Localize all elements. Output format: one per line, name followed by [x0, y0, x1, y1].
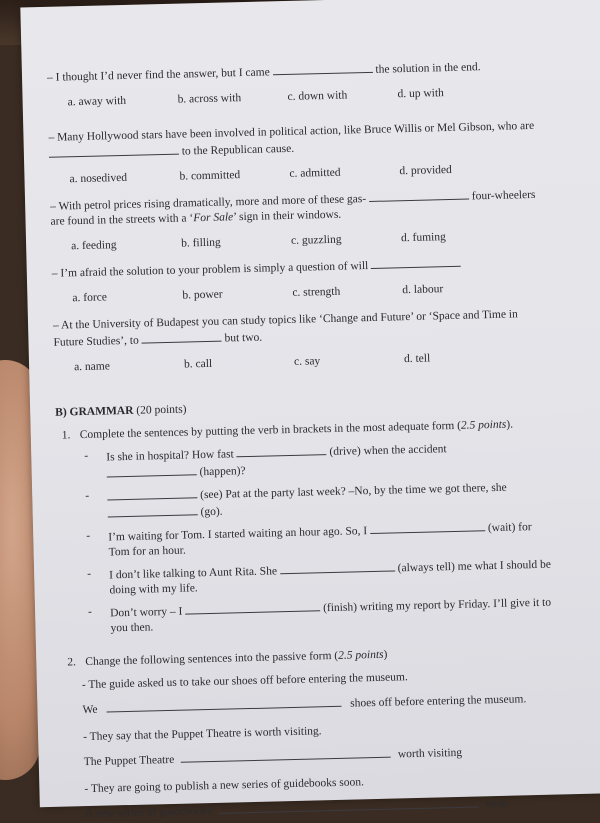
- grammar-points: (20 points): [136, 403, 187, 417]
- task-1-item-1: [76, 438, 552, 484]
- q1-blank[interactable]: [272, 61, 372, 75]
- task-1-item-5: [80, 594, 556, 638]
- q3-blank[interactable]: [369, 188, 469, 202]
- passive-prompt-2: - They say that the Puppet Theatre is worth visiting.: [83, 725, 322, 744]
- q2-option-a[interactable]: a. nosedived: [69, 171, 128, 186]
- q2-options: [69, 161, 544, 188]
- passive-answer-2-blank[interactable]: [181, 746, 391, 763]
- q5-options: [74, 349, 549, 376]
- q1-option-d[interactable]: d. up with: [397, 87, 445, 101]
- task-1-instruction-a: Complete the sentences by putting the verb in brackets in the most adequate form (: [79, 419, 462, 442]
- item-1-text-b: (drive) when the accident: [329, 443, 447, 459]
- question-2: [48, 119, 544, 163]
- item-5-blank[interactable]: [185, 599, 320, 614]
- q1-option-b[interactable]: b. across with: [177, 92, 242, 106]
- item-4-text-b: (always tell) me what I should be doing with my life.: [109, 558, 552, 597]
- task-2-instruction: [85, 644, 556, 671]
- q3-text-a: – With petrol prices rising dramatically, more and more of these gas-: [50, 193, 367, 213]
- passive-answer-1-blank[interactable]: [106, 695, 341, 713]
- item-2-blank-1[interactable]: [107, 486, 197, 500]
- q2-option-c[interactable]: c. admitted: [289, 166, 341, 180]
- q2-option-b[interactable]: b. committed: [179, 169, 241, 183]
- q5-option-c[interactable]: c. say: [293, 355, 321, 368]
- q5-option-a[interactable]: a. name: [73, 360, 111, 374]
- q5-option-b[interactable]: b. call: [183, 357, 213, 371]
- task-2-instruction-b: ): [383, 648, 388, 661]
- passive-answer-3-blank[interactable]: [219, 795, 479, 813]
- item-5-text-a: Don’t worry – I: [110, 605, 183, 620]
- item-dash: -: [86, 529, 91, 542]
- item-dash: -: [84, 449, 89, 463]
- passive-answer-3: [85, 794, 560, 823]
- q2-text-a: – Many Hollywood stars have been involved in political action, like Bruce Willis or Mel Gibson, who are: [48, 119, 535, 144]
- q4-text-a: – I’m afraid the solution to your problem is simply a question of will: [51, 260, 369, 280]
- question-3: [50, 186, 546, 230]
- item-3-blank[interactable]: [370, 519, 485, 534]
- q1-text-a: – I thought I’d never find the answer, but I came: [46, 66, 270, 84]
- q1-text-b: the solution in the end.: [375, 61, 481, 76]
- q4-blank[interactable]: [371, 255, 461, 269]
- item-dash: -: [87, 567, 92, 580]
- passive-prompt-3: - They are going to publish a new series of guidebooks soon.: [84, 776, 365, 796]
- task-2-number: 2.: [67, 656, 77, 669]
- item-2-text-b: (see) Pat at the party last week? –No, by the time we got there, she: [200, 481, 507, 502]
- passive-answer-3-end: soon.: [485, 797, 511, 811]
- item-4-text-a: I don’t like talking to Aunt Rita. She: [109, 565, 278, 582]
- q5-text-b: but two.: [224, 331, 263, 345]
- task-1-items: [76, 438, 555, 638]
- passive-answer-1-start: We: [82, 703, 98, 717]
- grammar-heading: [55, 394, 550, 421]
- task-2-item-1: [82, 667, 558, 719]
- item-dash: -: [87, 605, 93, 618]
- q4-option-d[interactable]: d. labour: [402, 283, 444, 297]
- item-2-text-c: (go).: [200, 505, 223, 519]
- q3-option-c[interactable]: c. guzzling: [290, 233, 342, 247]
- item-1-text-c: (happen)?: [199, 465, 246, 479]
- task-1-instruction-b: ).: [506, 418, 514, 431]
- q4-option-c[interactable]: c. strength: [292, 285, 341, 299]
- q3-options: [71, 228, 546, 255]
- q2-blank[interactable]: [49, 143, 179, 158]
- q3-option-a[interactable]: a. feeding: [71, 239, 117, 253]
- item-3-text-a: I’m waiting for Tom. I started waiting an hour ago. So, I: [108, 525, 368, 544]
- task-1-item-2: [77, 478, 553, 524]
- q5-option-d[interactable]: d. tell: [403, 352, 431, 366]
- task-1-number: 1.: [61, 429, 71, 442]
- item-1-text-a: Is she in hospital? How fast: [106, 448, 234, 464]
- passive-answer-2-start: The Puppet Theatre: [83, 753, 175, 769]
- q3-text-c: ’ sign in their windows.: [233, 208, 342, 224]
- q1-options: [67, 84, 542, 111]
- q4-options: [72, 280, 547, 307]
- passive-answer-1: [82, 690, 557, 719]
- q2-option-d[interactable]: d. provided: [399, 163, 452, 178]
- task-2-item-3: [84, 771, 560, 823]
- question-4: [52, 253, 547, 282]
- passive-answer-2: [84, 742, 559, 771]
- item-1-blank-1[interactable]: [236, 443, 326, 457]
- item-3-text-b: (wait) for Tom for an hour.: [108, 521, 532, 559]
- q4-option-a[interactable]: a. force: [72, 291, 108, 305]
- passive-prompt-1: - The guide asked us to take our shoes off before entering the museum.: [81, 671, 408, 692]
- passive-answer-1-end: shoes off before entering the museum.: [350, 693, 527, 710]
- q5-text-a: – At the University of Budapest you can study topics like ‘Change and Future’ or ‘Space and Time in Future Studies’, to: [52, 308, 518, 349]
- item-5-text-b: (finish) writing my report by Friday. I’ll give it to you then.: [110, 596, 552, 635]
- q1-option-c[interactable]: c. down with: [287, 89, 348, 103]
- question-1: [47, 57, 542, 86]
- q3-option-b[interactable]: b. filling: [180, 236, 221, 250]
- passive-answer-2-end: worth visiting: [397, 746, 463, 761]
- item-1-blank-2[interactable]: [107, 463, 197, 477]
- q4-option-b[interactable]: b. power: [182, 288, 223, 302]
- task-2-instruction-a: Change the following sentences into the passive form (: [85, 649, 339, 669]
- q1-option-a[interactable]: a. away with: [67, 94, 127, 109]
- task-2-item-2: [83, 719, 559, 771]
- worksheet-content: [47, 57, 560, 823]
- question-5: [53, 307, 549, 351]
- item-2-blank-2[interactable]: [108, 503, 198, 517]
- item-4-blank[interactable]: [280, 559, 395, 574]
- q3-option-d[interactable]: d. fuming: [400, 231, 446, 245]
- passive-answer-3-start: A new series of guidebooks: [84, 805, 213, 821]
- q3-text-italic: For Sale: [193, 211, 234, 225]
- task-2: [61, 644, 556, 671]
- task-2-points: 2.5 points: [338, 648, 384, 662]
- q3-text-b: four-wheelers are found in the streets with a ‘: [50, 188, 536, 228]
- grammar-heading-label: B) GRAMMAR: [55, 404, 134, 419]
- task-1-points: 2.5 points: [460, 418, 507, 432]
- q5-blank[interactable]: [141, 330, 221, 344]
- q2-text-b: to the Republican cause.: [181, 142, 295, 158]
- task-1-item-3: [78, 518, 554, 562]
- item-dash: -: [85, 489, 90, 503]
- task-1-item-4: [79, 556, 555, 600]
- worksheet-page: [20, 0, 600, 821]
